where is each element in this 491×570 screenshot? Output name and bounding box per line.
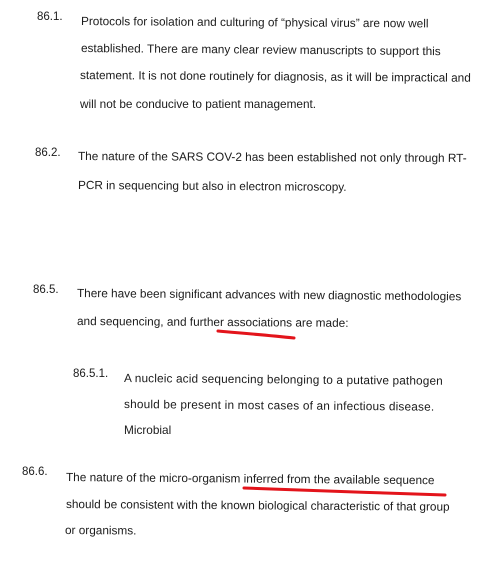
- paragraph-number: 86.6.: [22, 466, 48, 478]
- paragraph-line: will not be conducive to patient management.: [80, 97, 317, 111]
- paragraph-line: statement. It is not done routinely for diagnosis, as it will be impractical and: [79, 68, 471, 85]
- paragraph-line: should be present in most cases of an infectious disease.: [123, 397, 435, 414]
- paragraph-number: 86.1.: [37, 11, 63, 23]
- paragraph-line-cut-off: Microbial: [124, 423, 172, 437]
- paragraph-line: and sequencing, and further associations are made:: [76, 314, 349, 330]
- paragraph-line: A nucleic acid sequencing belonging to a putative pathogen: [123, 371, 443, 388]
- paragraph-line: established. There are many clear review manuscripts to support this: [80, 41, 441, 59]
- paragraph-line: PCR in sequencing but also in electron microscopy.: [77, 178, 347, 194]
- paragraph-number: 86.2.: [35, 147, 61, 159]
- red-underline-mark: [244, 488, 445, 495]
- paragraph-line: The nature of the SARS COV-2 has been established not only through RT-: [77, 149, 467, 166]
- paragraph-line: There have been significant advances with new diagnostic methodologies: [76, 286, 462, 304]
- paragraph-number: 86.5.1.: [73, 368, 109, 380]
- paragraph-line: or organisms.: [64, 523, 137, 538]
- paragraph-line: should be consistent with the known biological characteristic of that group: [65, 497, 450, 514]
- paragraph-line: The nature of the micro-organism inferred from the available sequence: [65, 470, 435, 488]
- paragraph-number: 86.5.: [33, 284, 59, 296]
- red-underline-mark: [218, 331, 294, 338]
- paragraph-line: Protocols for isolation and culturing of “physical virus” are now well: [80, 14, 429, 31]
